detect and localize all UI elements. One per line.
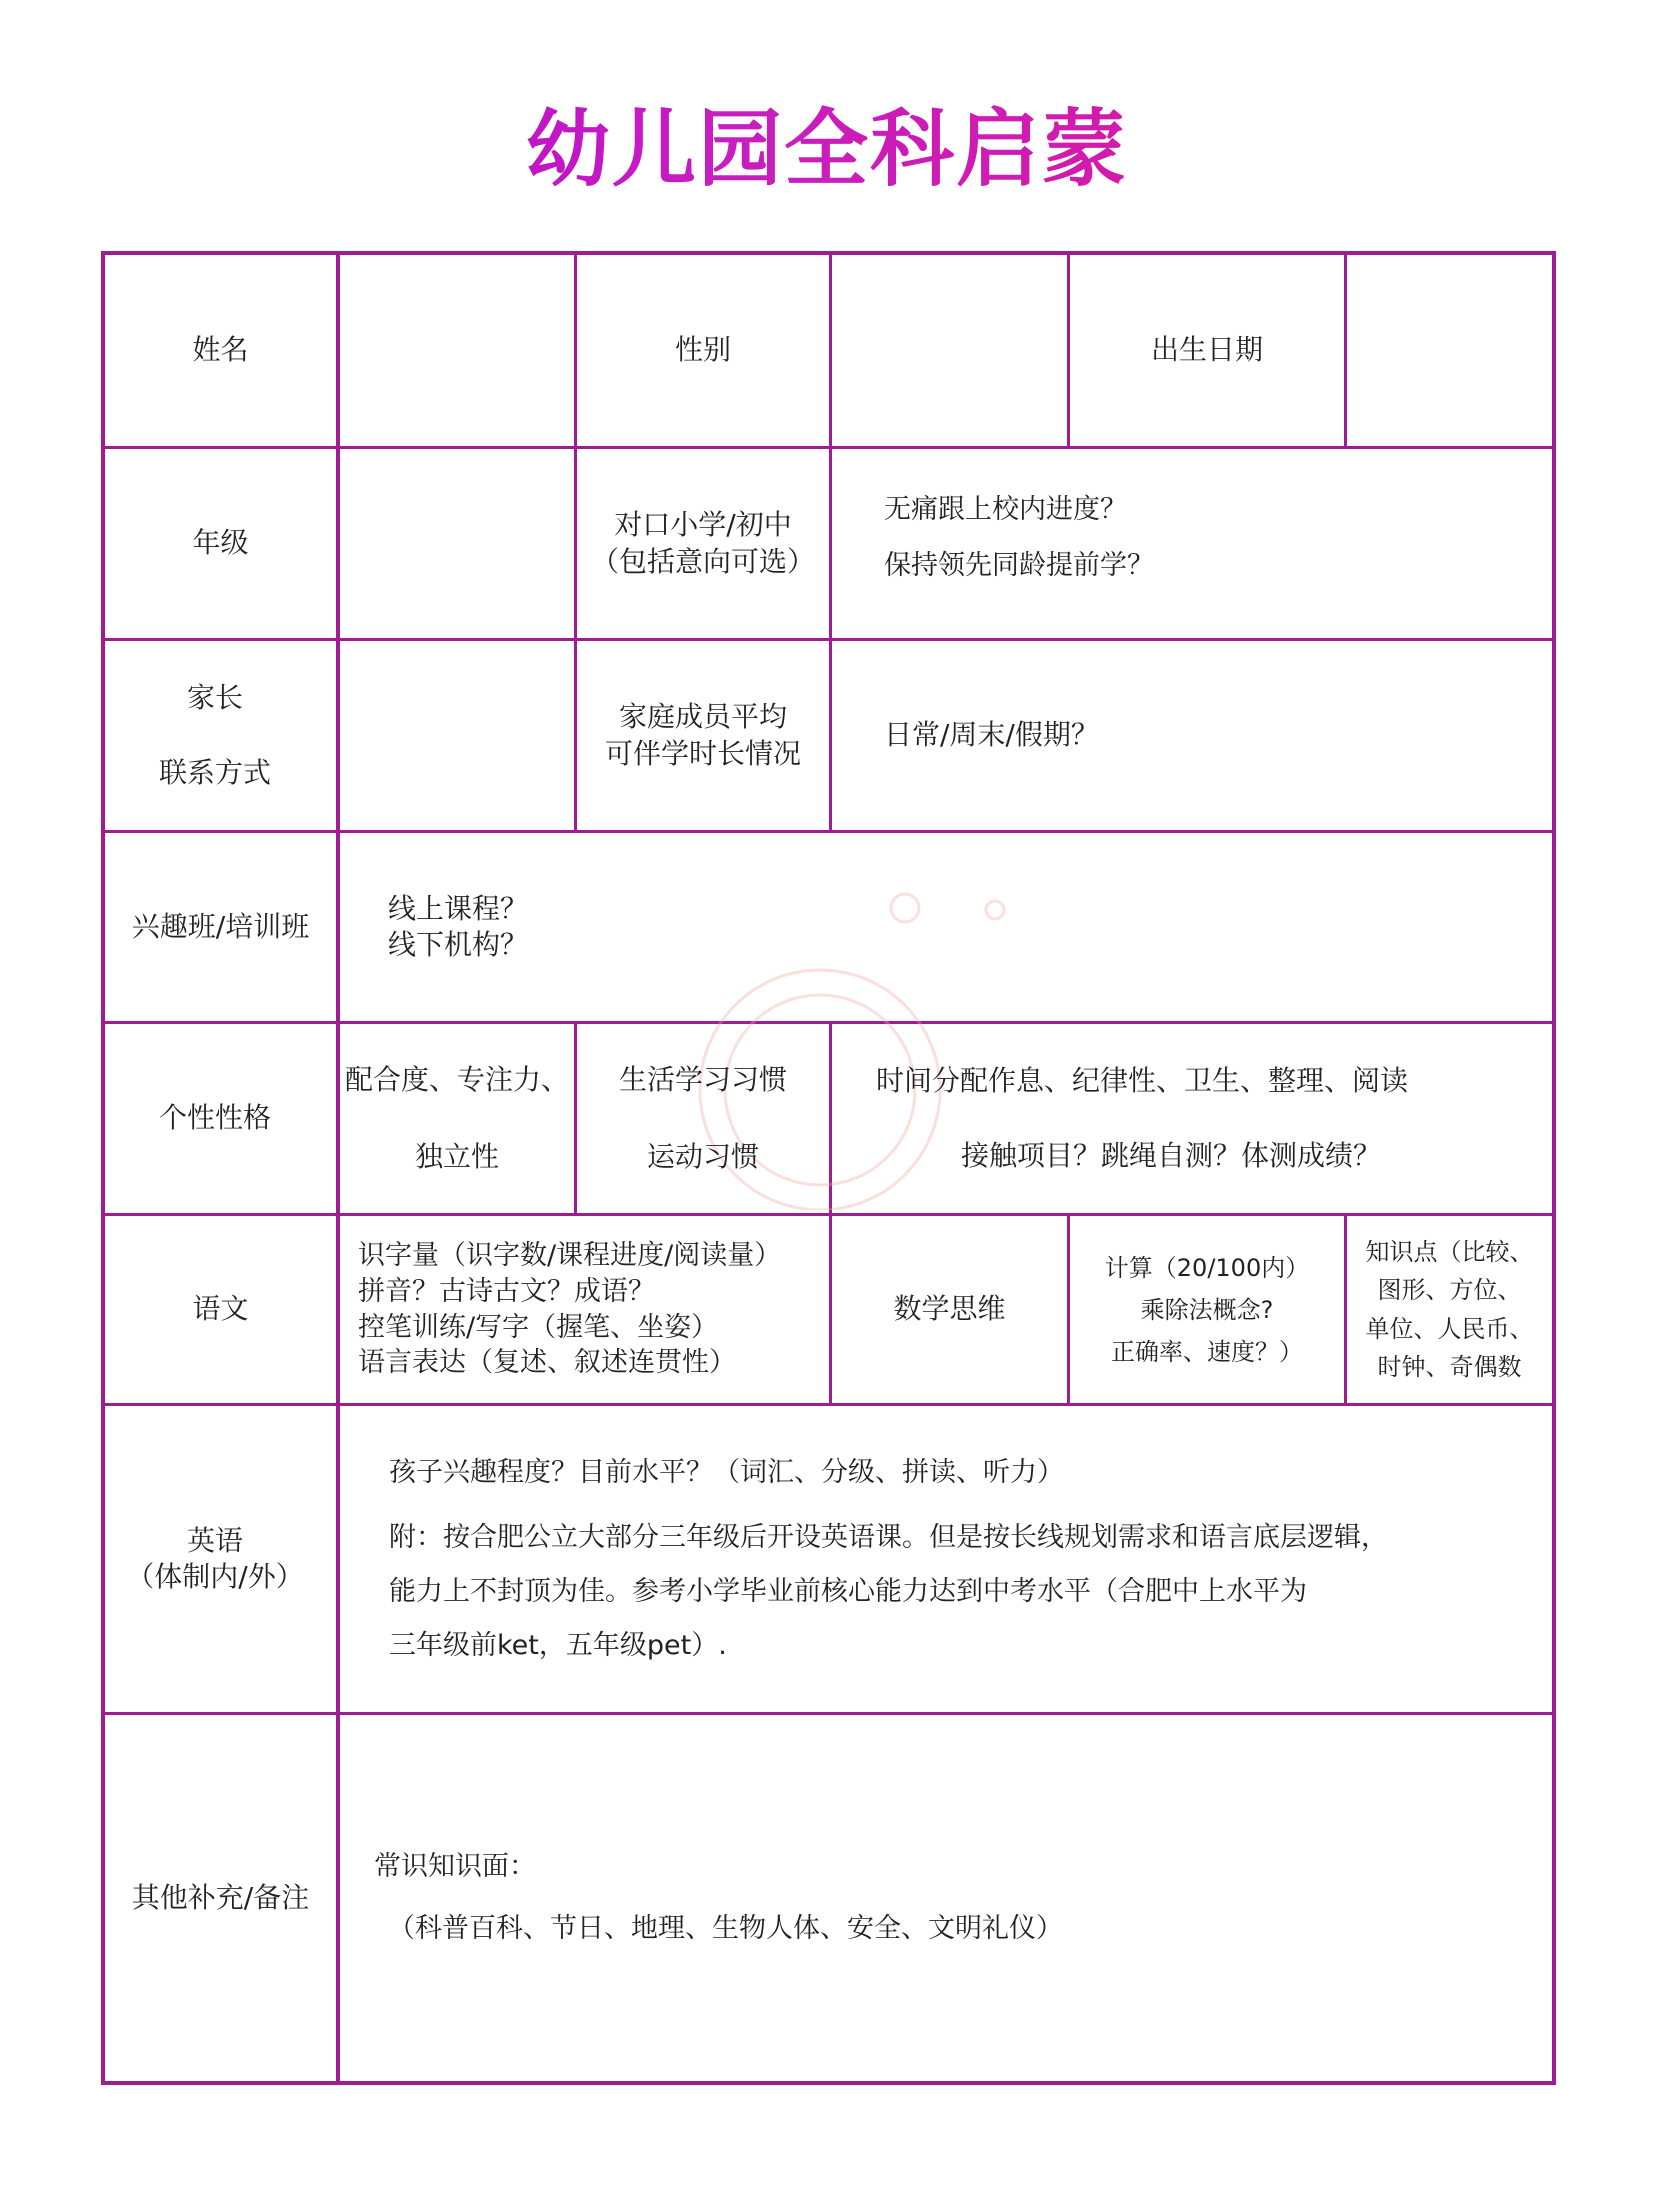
english-note-line: 三年级前ket，五年级pet）. <box>389 1629 727 1661</box>
english-note-line: 能力上不封顶为佳。参考小学毕业前核心能力达到中考水平（合肥中上水平为 <box>389 1576 1307 1607</box>
math-label: 数学思维 <box>893 1292 1006 1326</box>
family-label-line: 家庭成员平均 <box>618 700 787 734</box>
knowledge-line: 图形、方位、 <box>1377 1276 1522 1305</box>
knowledge-cell <box>1347 1216 1552 1403</box>
trait-cell <box>340 1024 574 1213</box>
name-field[interactable] <box>340 255 574 446</box>
page-title: 幼儿园全科启蒙 <box>0 82 1654 203</box>
calc-line: 正确率、速度？） <box>1111 1337 1303 1366</box>
family-label-line: 可伴学时长情况 <box>604 736 801 770</box>
school-label <box>577 449 829 638</box>
remarks-label: 其他补充/备注 <box>131 1880 310 1914</box>
family-time-note: 日常/周末/假期？ <box>884 718 1099 752</box>
interest-class-label: 兴趣班/培训班 <box>131 909 310 943</box>
birth-date-field[interactable] <box>1347 255 1552 446</box>
interest-class-note <box>388 833 1088 1021</box>
english-note-line: 孩子兴趣程度？目前水平？（词汇、分级、拼读、听力） <box>389 1456 1064 1488</box>
remarks-notes[interactable] <box>374 1715 1544 2081</box>
gender-field[interactable] <box>832 255 1067 446</box>
name-label: 姓名 <box>192 333 249 367</box>
school-note-line: 保持领先同龄提前学？ <box>884 549 1154 581</box>
interest-note-line: 线下机构？ <box>388 928 529 961</box>
chinese-item: 识字量（识字数/课程进度/阅读量） <box>358 1240 782 1272</box>
habit-note-line: 接触项目？跳绳自测？体测成绩？ <box>961 1138 1382 1172</box>
english-label-line: 英语 <box>186 1523 243 1557</box>
school-label-line: 对口小学/初中 <box>614 508 792 542</box>
personality-label: 个性性格 <box>158 1101 271 1135</box>
interest-note-line: 线上课程？ <box>388 891 529 925</box>
trait-line: 配合度、专注力、 <box>344 1063 569 1097</box>
calc-cell <box>1070 1216 1344 1403</box>
chinese-item: 控笔训练/写字（握笔、坐姿） <box>358 1311 719 1343</box>
chinese-item: 拼音？古诗古文？成语？ <box>358 1275 655 1307</box>
remarks-line: （科普百科、节日、地理、生物人体、安全、文明礼仪） <box>388 1913 1063 1944</box>
chinese-items <box>358 1216 782 1403</box>
parent-contact-label <box>105 641 325 830</box>
parent-label-line: 家长 <box>186 681 243 715</box>
english-label-line: （体制内/外） <box>126 1560 304 1593</box>
gender-label: 性别 <box>674 333 731 367</box>
school-label-line: （包括意向可选） <box>590 544 815 578</box>
chinese-label: 语文 <box>192 1292 249 1326</box>
habit-note-line: 时间分配作息、纪律性、卫生、整理、阅读 <box>876 1064 1409 1098</box>
knowledge-line: 知识点（比较、 <box>1365 1237 1534 1266</box>
habit-line: 生活学习习惯 <box>618 1063 787 1097</box>
english-label <box>105 1406 325 1712</box>
english-note-line: 附：按合肥公立大部分三年级后开设英语课。但是按长线规划需求和语言底层逻辑， <box>389 1522 1388 1554</box>
grade-label: 年级 <box>192 526 249 560</box>
calc-line: 计算（20/100内） <box>1104 1253 1310 1282</box>
habit-cell <box>577 1024 829 1213</box>
school-note-line: 无痛跟上校内进度？ <box>884 493 1127 525</box>
family-time-label <box>577 641 829 830</box>
chinese-item: 语言表达（复述、叙述连贯性） <box>358 1347 736 1379</box>
parent-contact-field[interactable] <box>340 641 574 830</box>
knowledge-line: 单位、人民币、 <box>1365 1314 1534 1343</box>
grade-field[interactable] <box>340 449 574 638</box>
trait-line: 独立性 <box>414 1139 499 1173</box>
school-note <box>884 449 1544 638</box>
birth-date-label: 出生日期 <box>1150 333 1263 367</box>
parent-label-line: 联系方式 <box>158 755 271 789</box>
habit-notes <box>876 1024 1556 1213</box>
habit-line: 运动习惯 <box>646 1139 759 1173</box>
knowledge-line: 时钟、奇偶数 <box>1377 1352 1522 1381</box>
calc-line: 乘除法概念? <box>1140 1295 1274 1324</box>
english-notes <box>389 1406 1549 1712</box>
remarks-line: 常识知识面： <box>374 1851 536 1883</box>
